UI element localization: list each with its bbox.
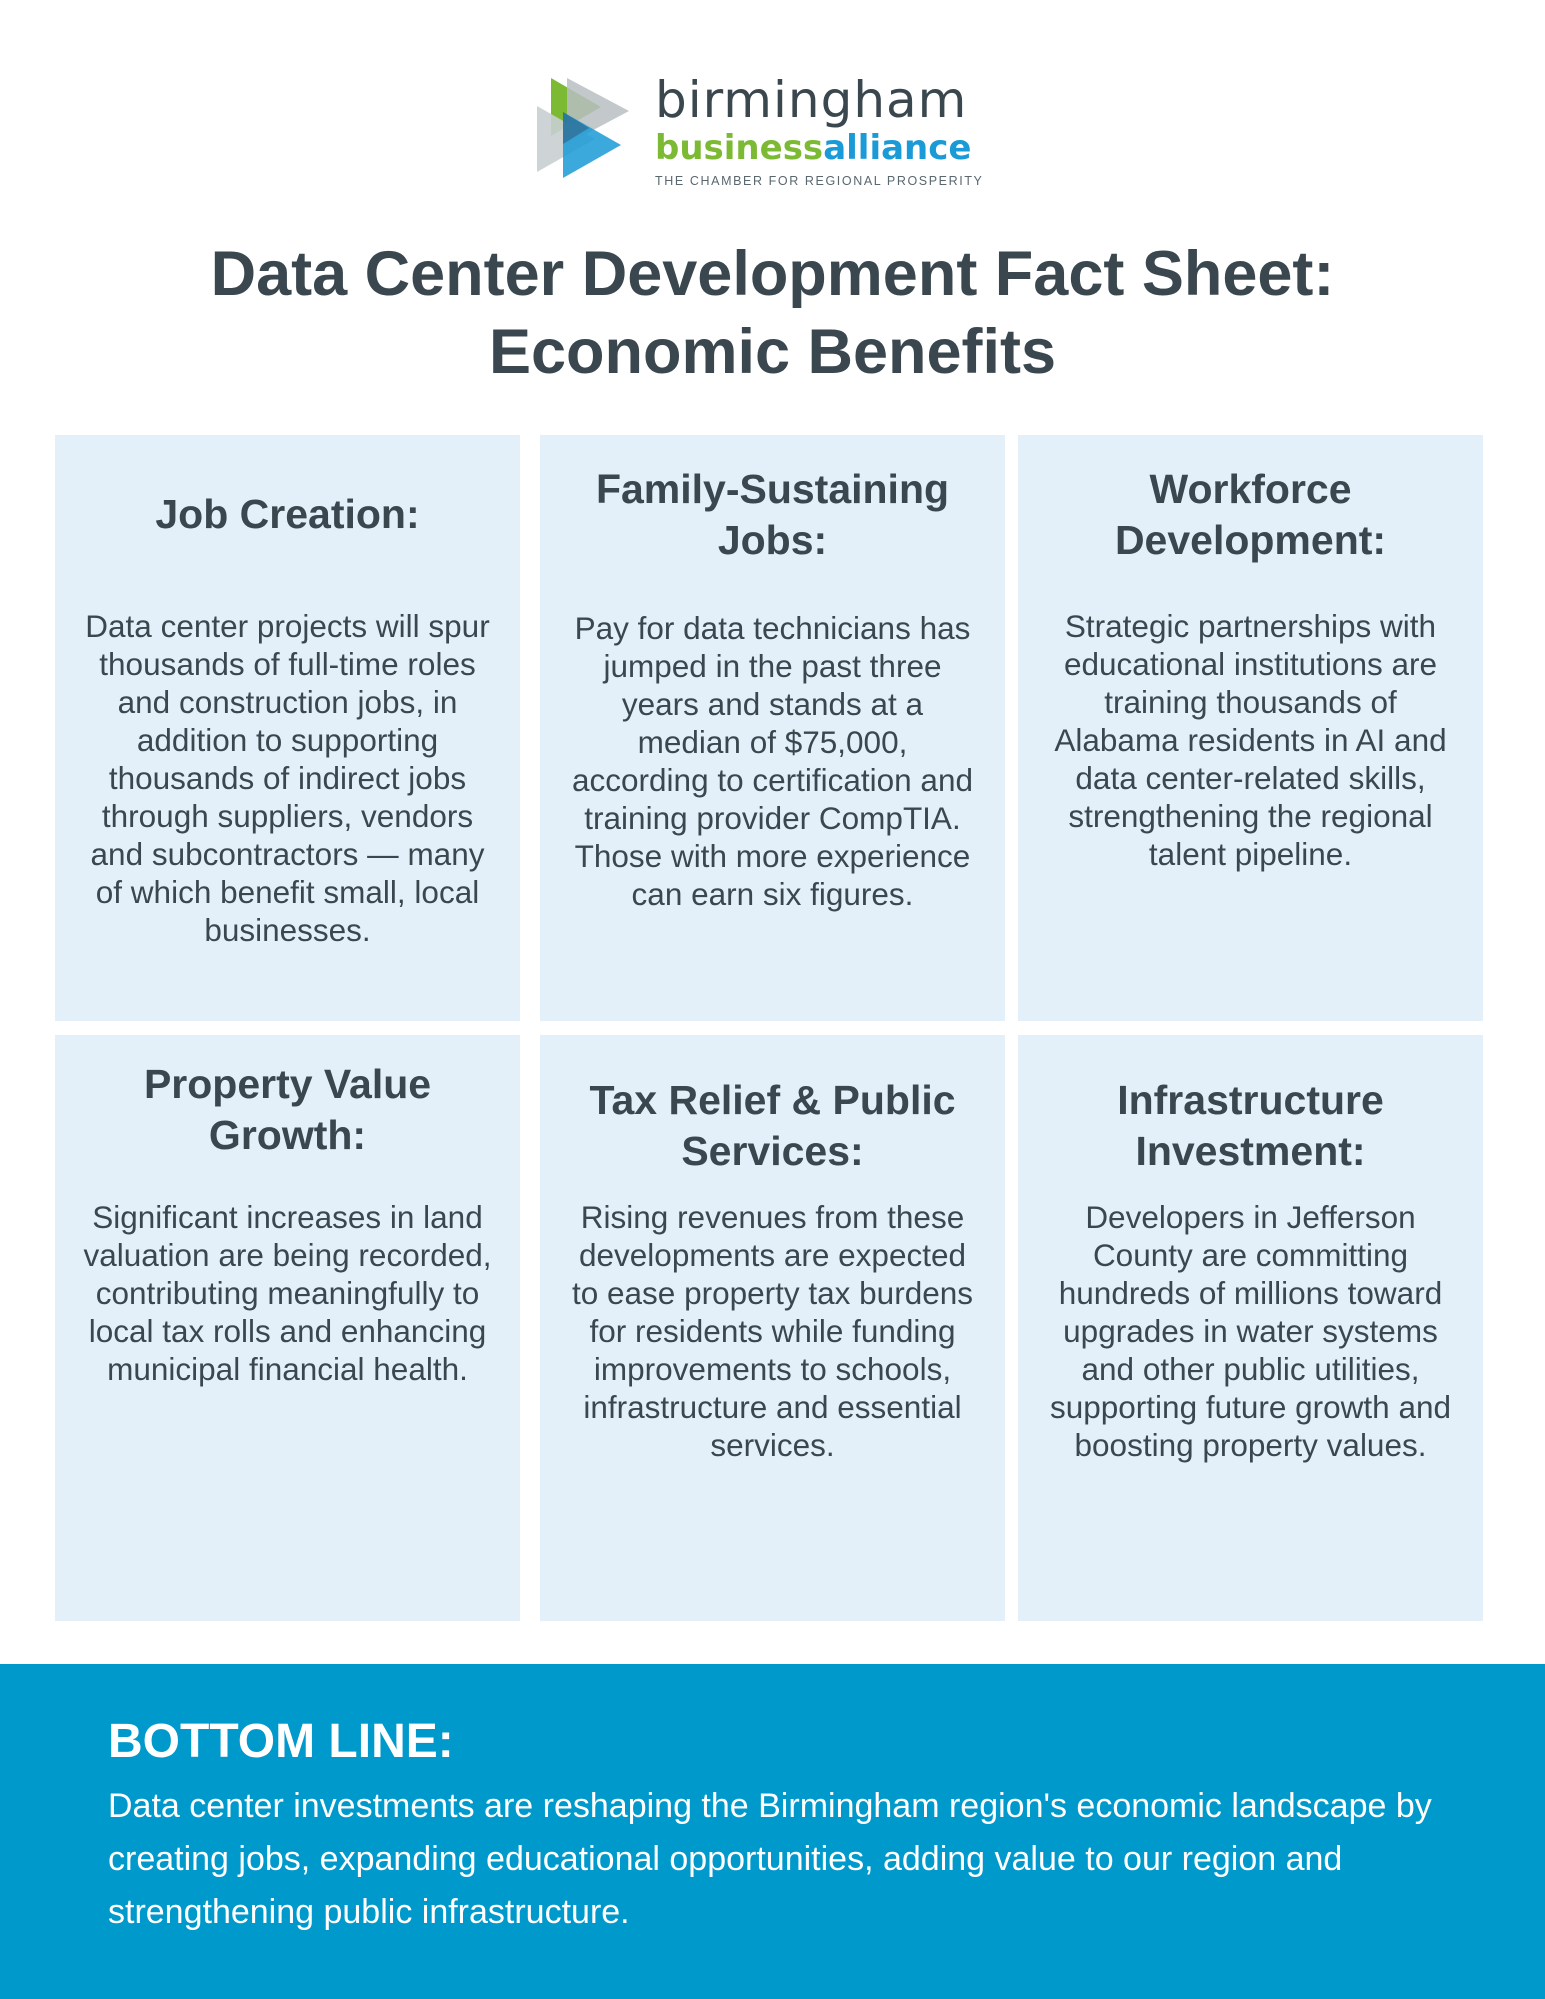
logo-wordmark [655, 72, 984, 188]
card-heading: Tax Relief & Public Services: [589, 1077, 956, 1174]
logo-word-birmingham: birmingham [655, 71, 968, 129]
logo-word-business-alliance [655, 128, 984, 168]
logo-word-alliance: alliance [823, 128, 972, 168]
card-body: Significant increases in land valuation are being recorded, contributing meaningfully to local tax rolls and enhancing municipal financial health. [83, 1199, 492, 1387]
card-workforce-development [1018, 435, 1483, 1021]
card-property-value-growth [55, 1035, 520, 1621]
brand-logo [537, 72, 1017, 202]
card-heading: Family-Sustaining Jobs: [595, 466, 950, 563]
card-body: Developers in Jefferson County are committing hundreds of millions toward upgrades in water systems and other public utilities, supporting future growth and boosting property values. [1049, 1199, 1451, 1463]
card-family-sustaining-jobs [540, 435, 1005, 1021]
bottom-line-heading: BOTTOM LINE: [108, 1715, 454, 1768]
card-infrastructure-investment [1018, 1035, 1483, 1621]
page-title [60, 235, 1485, 391]
card-body: Strategic partnerships with educational institutions are training thousands of Alabama residents in AI and data center-related skills, strengthening the regional talent pipeline. [1054, 608, 1447, 872]
card-heading: Workforce Development: [1114, 466, 1387, 563]
card-heading: Infrastructure Investment: [1117, 1077, 1384, 1174]
card-body: Data center projects will spur thousands of full-time roles and construction jobs, in addition to supporting thousands of indirect jobs through suppliers, vendors and subcontractors — many of which benefit small, local businesses. [85, 608, 490, 948]
card-heading: Job Creation: [155, 491, 420, 537]
triangles-logo-icon [537, 78, 647, 178]
page-title-line1: Data Center Development Fact Sheet: [210, 239, 1335, 309]
logo-word-business: business [655, 128, 824, 168]
page-title-line2: Economic Benefits [488, 317, 1057, 387]
card-heading: Property Value Growth: [143, 1061, 432, 1158]
card-body: Pay for data technicians has jumped in the past three years and stands at a median of $75,000, according to certification and training provider CompTIA. Those with more experience can earn six figures. [572, 610, 973, 912]
card-tax-relief-public-services [540, 1035, 1005, 1621]
logo-tagline: THE CHAMBER FOR REGIONAL PROSPERITY [655, 174, 984, 188]
bottom-line-text: Data center investments are reshaping the Birmingham region's economic landscape by creating jobs, expanding educational opportunities, adding value to our region and strengthening public infrastructure. [108, 1787, 1432, 1931]
card-body: Rising revenues from these developments are expected to ease property tax burdens for residents while funding improvements to schools, infrastructure and essential services. [572, 1199, 973, 1463]
card-job-creation [55, 435, 520, 1021]
bottom-line-section [0, 1664, 1545, 1999]
